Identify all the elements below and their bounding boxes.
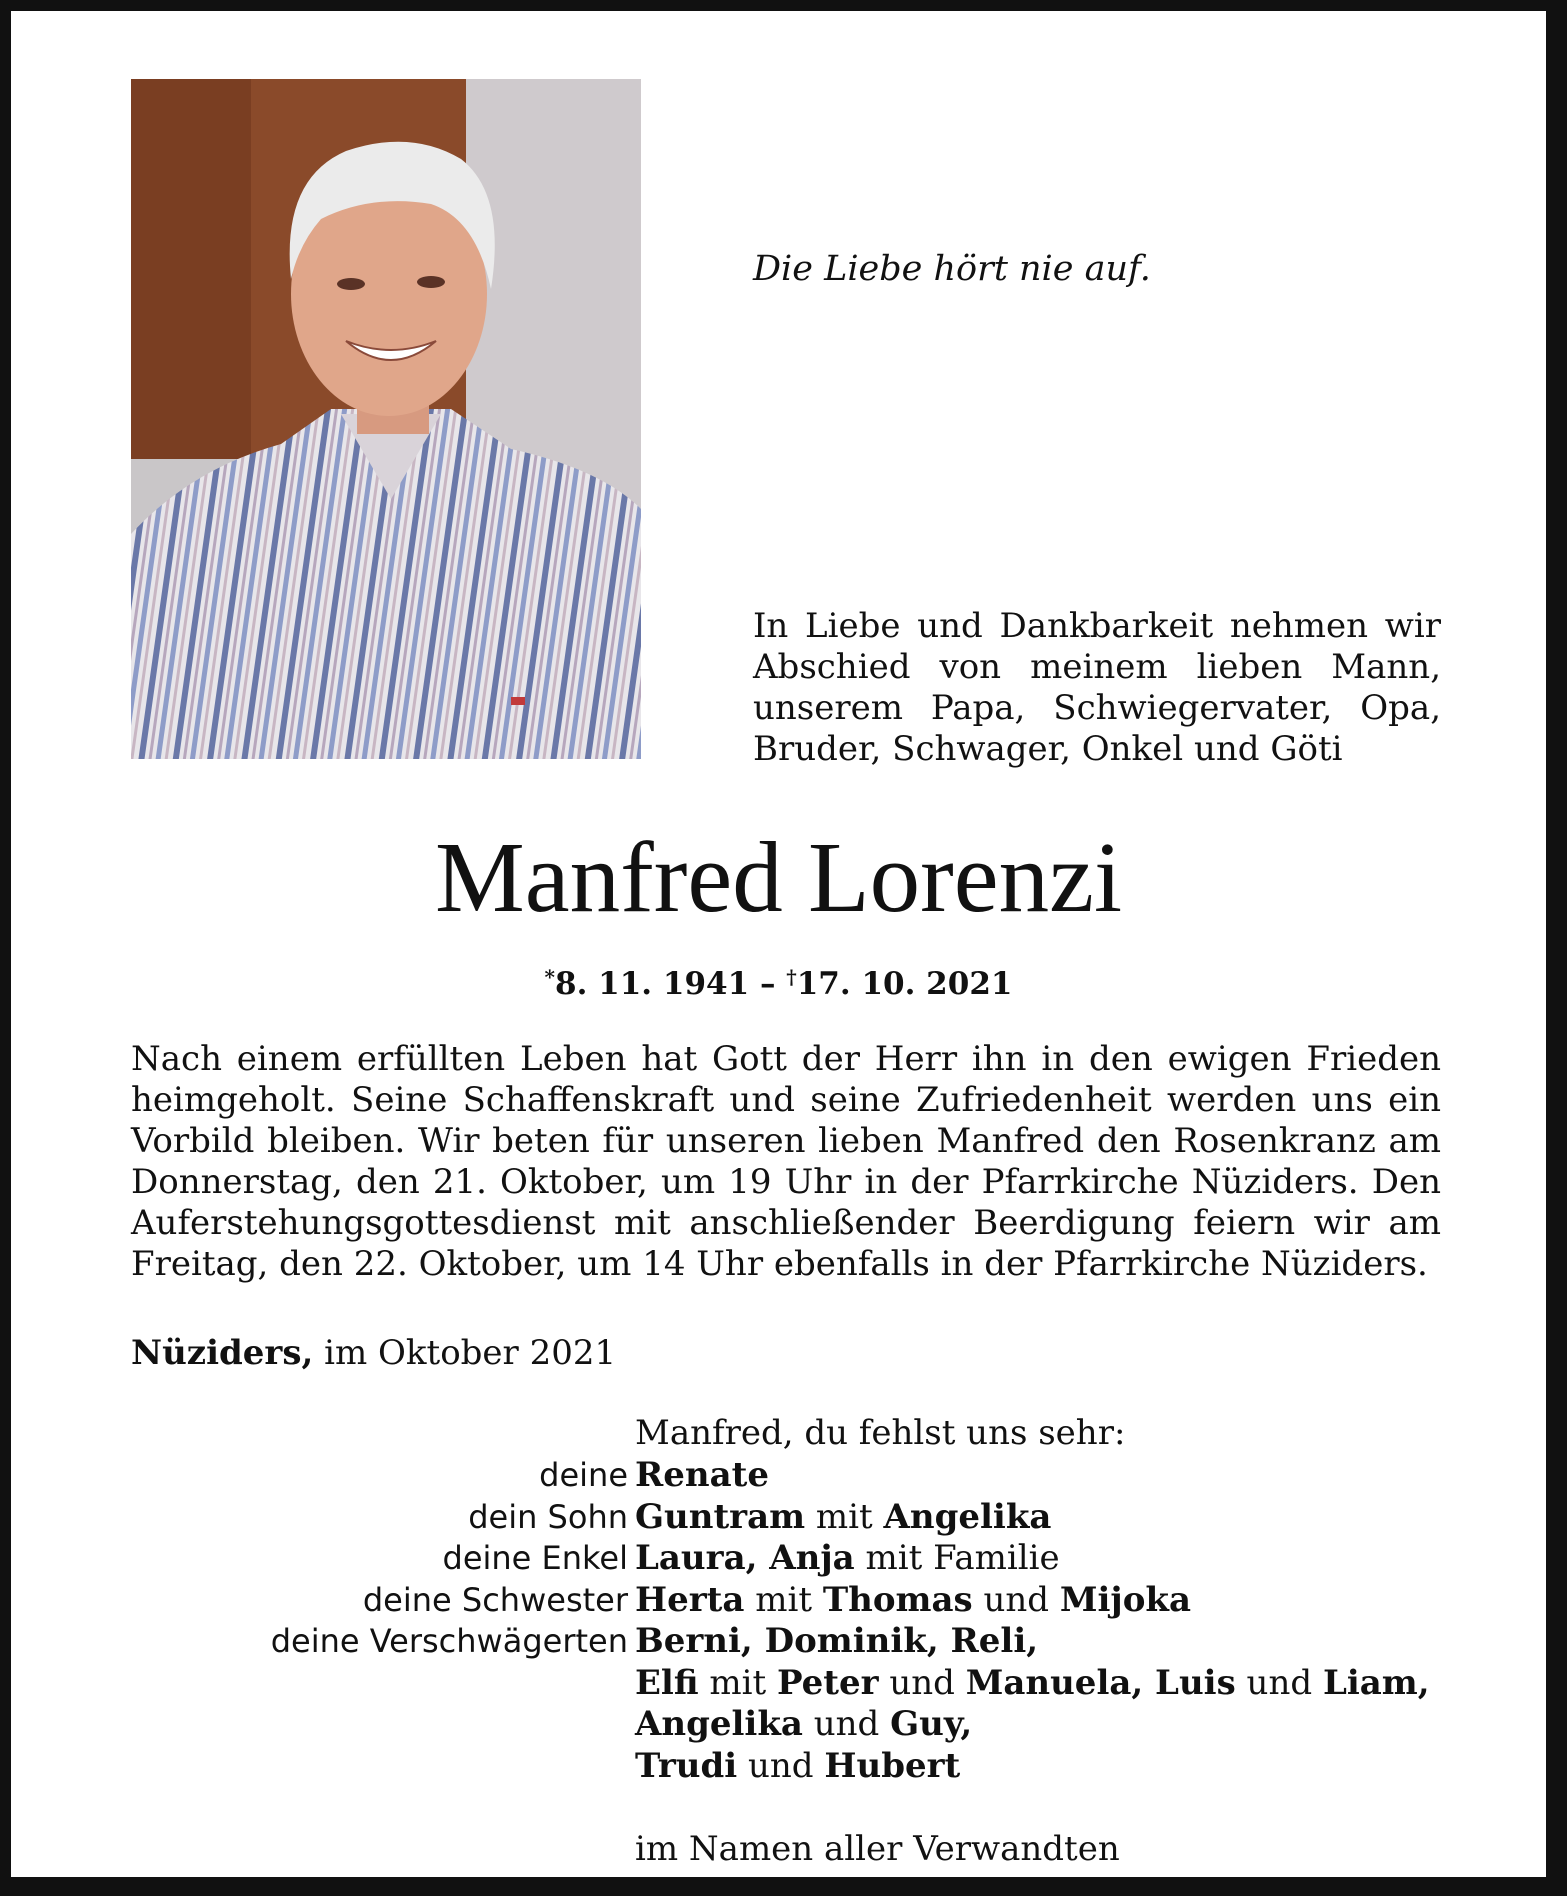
mourner-name: Guy,	[890, 1704, 973, 1744]
mourner-names	[635, 1663, 1430, 1705]
mourner-name: Angelika	[635, 1704, 803, 1744]
death-symbol: †	[786, 965, 797, 989]
mourner-connector: und	[802, 1704, 891, 1744]
mourner-names	[635, 1580, 1191, 1622]
mourner-name: Manuela, Luis	[965, 1662, 1236, 1703]
mourner-connector: mit	[744, 1579, 823, 1620]
mourner-name: Hubert	[824, 1745, 961, 1786]
mourner-row	[131, 1538, 1451, 1580]
mourner-name: Berni, Dominik, Reli,	[635, 1621, 1039, 1661]
mourner-name: Thomas	[822, 1579, 973, 1620]
mourner-names	[635, 1746, 960, 1788]
mourner-relation	[131, 1704, 635, 1746]
mourner-name: Guntram	[635, 1496, 806, 1537]
portrait-illustration	[131, 79, 641, 759]
place-date	[131, 1333, 616, 1374]
death-date: 17. 10. 2021	[796, 966, 1013, 1002]
closing-line: im Namen aller Verwandten	[635, 1829, 1120, 1869]
mourner-relation: deine Schwester	[362, 1580, 628, 1619]
birth-symbol: *	[544, 965, 555, 989]
mourner-connector: und	[737, 1745, 825, 1786]
mourner-relation: deine Verschwägerten	[270, 1622, 628, 1660]
mourner-relation: deine Enkel	[442, 1539, 628, 1577]
mourner-name: Angelika	[883, 1496, 1052, 1537]
mourner-row	[131, 1580, 1451, 1622]
mourner-name: Trudi	[635, 1745, 738, 1786]
announcement-text: Nach einem erfüllten Leben hat Gott der Herr ihn in den ewigen Frieden heimgeholt. Seine Schaffenskraft und seine Zufriedenheit werden uns ein Vorbild bleiben. Wir beten für unseren lieben Manfred den Rosenkranz am Donnerstag, den 21. Oktober, um 19 Uhr in der Pfarrkirche Nüziders. Den Auferstehungsgottesdienst mit anschließender Beerdigung feiern wir am Freitag, den 22. Oktober, um 14 Uhr ebenfalls in der Pfarrkirche Nüziders.	[131, 1039, 1441, 1284]
mourner-name: Herta	[635, 1579, 745, 1620]
mourner-relation: dein Sohn	[468, 1497, 628, 1536]
miss-you-line: Manfred, du fehlst uns sehr:	[635, 1413, 1126, 1453]
mourner-relation	[131, 1663, 635, 1705]
mourner-connector: mit	[698, 1662, 777, 1703]
mourner-name: Mijoka	[1059, 1579, 1191, 1620]
date-separator: –	[749, 966, 787, 1002]
place-month: im Oktober 2021	[313, 1333, 617, 1373]
mourner-name: Elfi	[635, 1662, 699, 1703]
mourner-name: Laura, Anja	[635, 1538, 855, 1578]
mourner-names	[635, 1704, 972, 1746]
mourner-relation: deine	[539, 1456, 628, 1494]
mourner-names	[635, 1455, 769, 1497]
obituary-page	[11, 11, 1546, 1877]
quote: Die Liebe hört nie auf.	[753, 249, 1151, 289]
mourner-name: Peter	[776, 1662, 879, 1703]
mourner-name: Liam,	[1322, 1662, 1430, 1703]
mourner-row	[131, 1746, 1451, 1788]
mourner-row	[131, 1497, 1451, 1539]
mourner-connector: mit	[805, 1496, 884, 1537]
mourner-relation	[131, 1746, 635, 1788]
place-town: Nüziders,	[131, 1333, 314, 1373]
mourner-row	[131, 1621, 1451, 1663]
birth-date: 8. 11. 1941	[555, 966, 750, 1002]
deceased-name: Manfred Lorenzi	[434, 821, 1123, 933]
mourner-connector: und	[1235, 1662, 1323, 1703]
mourner-names	[635, 1497, 1051, 1539]
life-dates	[11, 957, 1546, 1004]
mourner-name: Renate	[635, 1455, 769, 1495]
mourner-row	[131, 1704, 1451, 1746]
mourner-connector: und	[878, 1662, 966, 1703]
intro-text: In Liebe und Dankbarkeit nehmen wir Abschied von meinem lieben Mann, unserem Papa, Schwiegervater, Opa, Bruder, Schwager, Onkel und Göti	[753, 606, 1441, 769]
mourner-connector: mit Familie	[854, 1538, 1060, 1578]
mourner-row	[131, 1455, 1451, 1497]
mourners-list	[131, 1455, 1451, 1787]
portrait-photo	[131, 79, 641, 759]
mourner-names	[635, 1621, 1038, 1663]
mourner-names	[635, 1538, 1060, 1580]
mourner-row	[131, 1663, 1451, 1705]
mourner-connector: und	[972, 1579, 1060, 1620]
